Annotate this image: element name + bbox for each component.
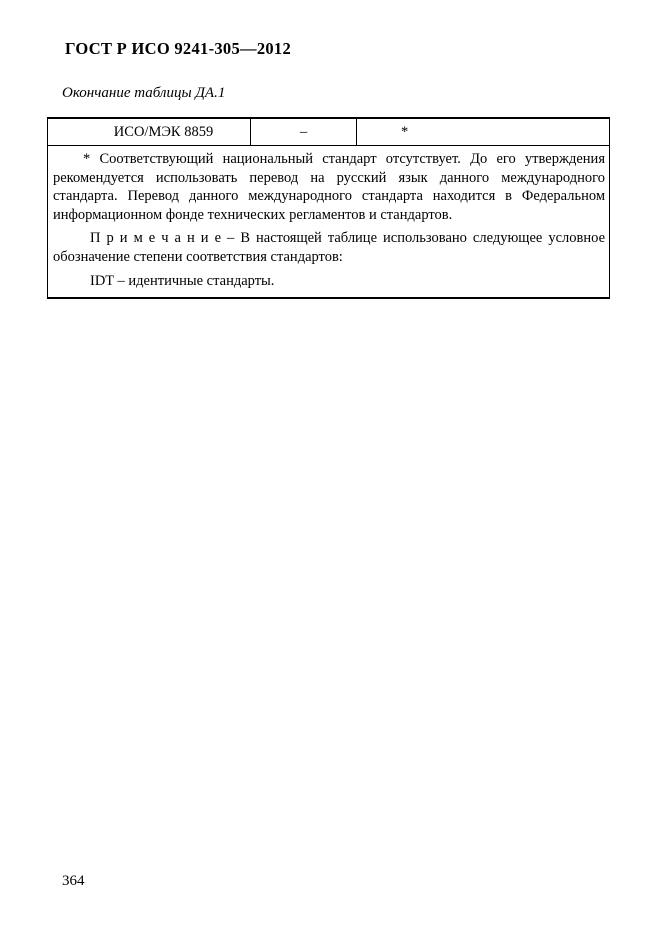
table-footnote (48, 146, 610, 298)
footnote-note-text: П р и м е ч а н и е – В настоящей таблице использовано следующее условное обозначение степени соответствия стандартов: (53, 230, 605, 265)
standards-table (47, 117, 610, 299)
footnote-asterisk-text: * Соответствующий национальный стандарт отсутствует. До его утверждения рекомендуется использовать перевод на русский язык данного международного стандарта. Перевод данного международного стандарта находится в Федеральном информационном фонде технических регламентов и стандартов. (53, 151, 605, 223)
cell-standard-designation: ИСО/МЭК 8859 (48, 118, 251, 146)
footnote-idt-text: IDT – идентичные стандарты. (90, 273, 275, 289)
table-footnote-row (48, 146, 610, 298)
table-caption: Окончание таблицы ДА.1 (62, 85, 226, 101)
page-title: ГОСТ Р ИСО 9241-305—2012 (65, 39, 292, 58)
page-number: 364 (62, 873, 85, 889)
cell-correspondence-degree: – (251, 118, 357, 146)
cell-national-standard: * (357, 118, 610, 146)
table-row (48, 118, 610, 146)
